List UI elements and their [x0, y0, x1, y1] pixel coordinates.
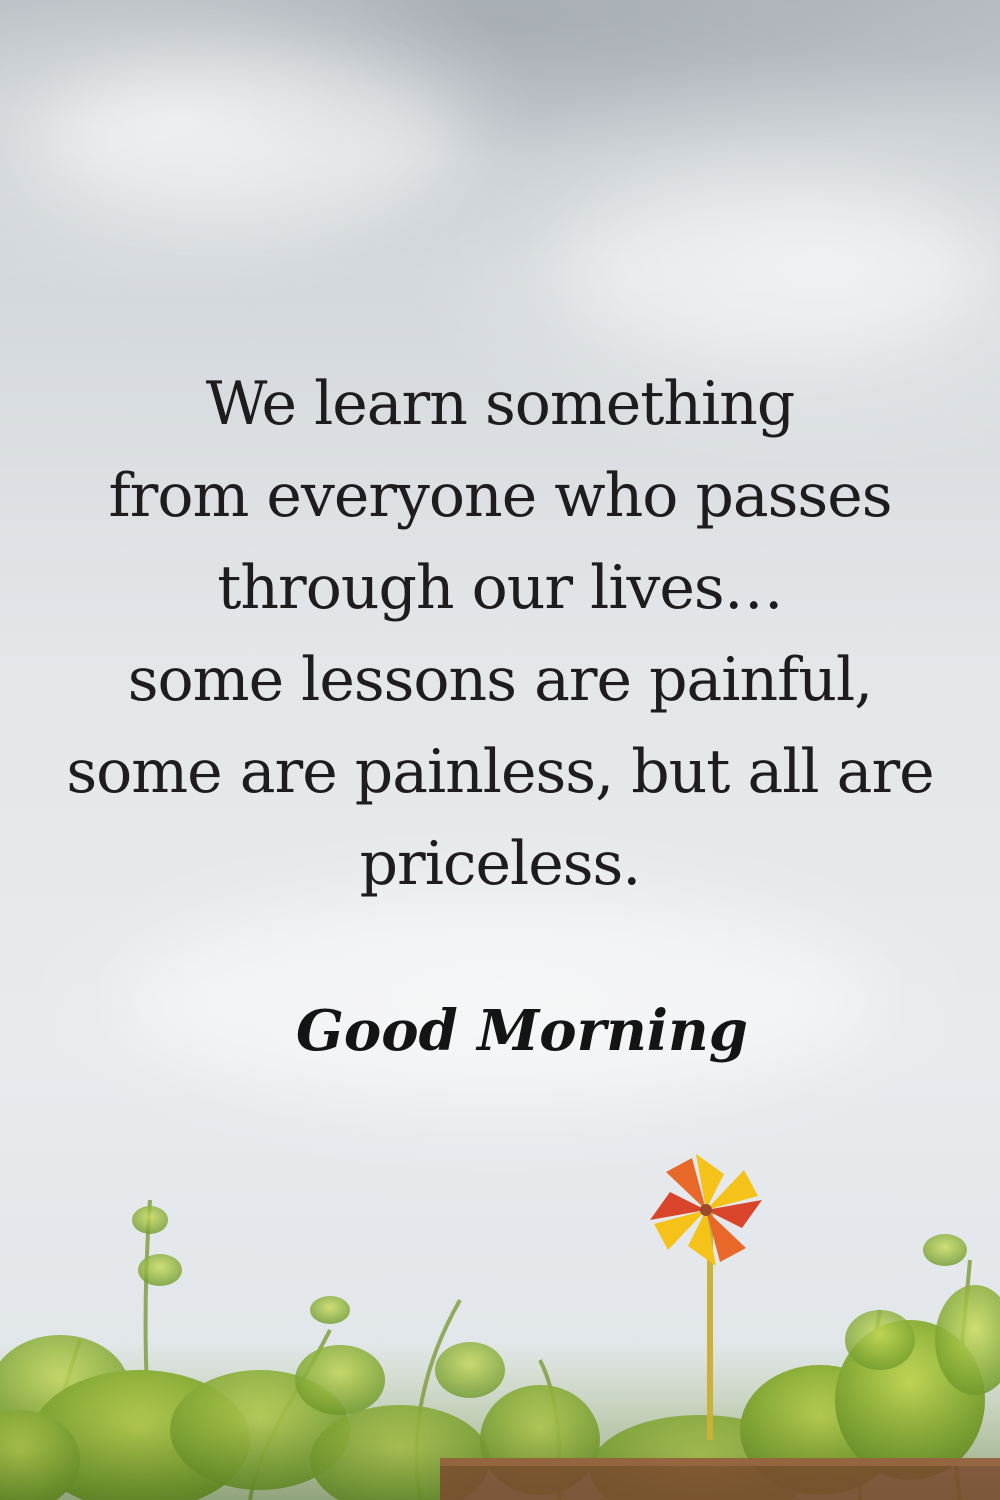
quote-line: priceless.: [359, 829, 641, 899]
cloud: [560, 180, 980, 360]
quote-line: some lessons are painful,: [127, 645, 873, 715]
quote-line: some are painless, but all are: [66, 737, 934, 807]
quote-line: from everyone who passes: [108, 461, 892, 531]
quote-line: We learn something: [205, 369, 795, 439]
cloud: [40, 60, 460, 220]
quote-line: through our lives…: [217, 553, 783, 623]
foliage-and-pinwheel: [0, 1140, 1000, 1500]
quote-text: [0, 358, 1000, 910]
good-morning-title: Good Morning: [296, 998, 748, 1064]
